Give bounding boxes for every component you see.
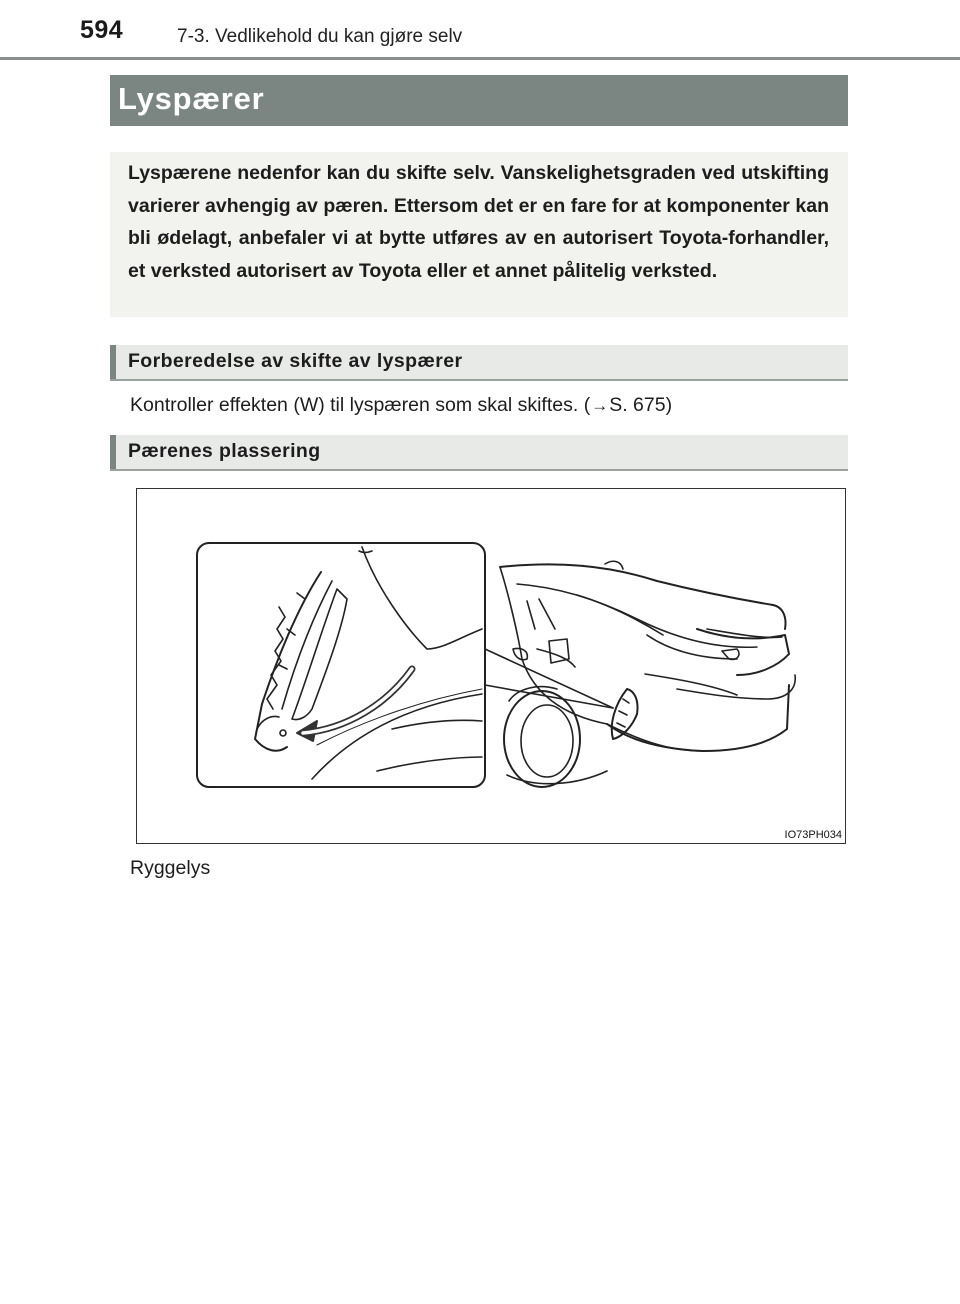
page-number: 594 [80, 16, 124, 44]
subheading-label: Pærenes plassering [128, 440, 321, 462]
figure-code: IO73PH034 [784, 829, 842, 841]
subheading-bulb-locations [110, 435, 848, 471]
intro-text: Lyspærene nedenfor kan du skifte selv. Vanskelighetsgraden ved utskifting varierer avhengig av pæren. Ettersom det er en fare for at komponenter kan bli ødelagt, anbefaler vi at bytte utføres av en autorisert Toyota-forhandler, et verksted autorisert av Toyota eller et annet pålitelig verksted. [128, 162, 829, 282]
car-body [500, 561, 795, 787]
car-rear-illustration [136, 488, 846, 844]
subheading-bar [110, 345, 116, 379]
figure-caption: Ryggelys [130, 857, 211, 879]
subheading-bar [110, 435, 116, 469]
subheading-label: Forberedelse av skifte av lyspærer [128, 350, 463, 372]
running-head: 7-3. Vedlikehold du kan gjøre selv [177, 26, 463, 47]
preparation-text [130, 394, 672, 417]
detail-inset [197, 543, 485, 787]
reference-arrow-icon: → [591, 396, 609, 415]
page-title: Lyspærer [118, 81, 265, 116]
section-title-band [110, 75, 848, 126]
page-reference-link[interactable]: S. 675) [609, 394, 673, 416]
preparation-text-part: Kontroller effekten (W) til lyspæren som skal skiftes. ( [130, 394, 591, 416]
intro-box [110, 152, 848, 317]
header-rule [0, 57, 960, 60]
subheading-preparation [110, 345, 848, 381]
